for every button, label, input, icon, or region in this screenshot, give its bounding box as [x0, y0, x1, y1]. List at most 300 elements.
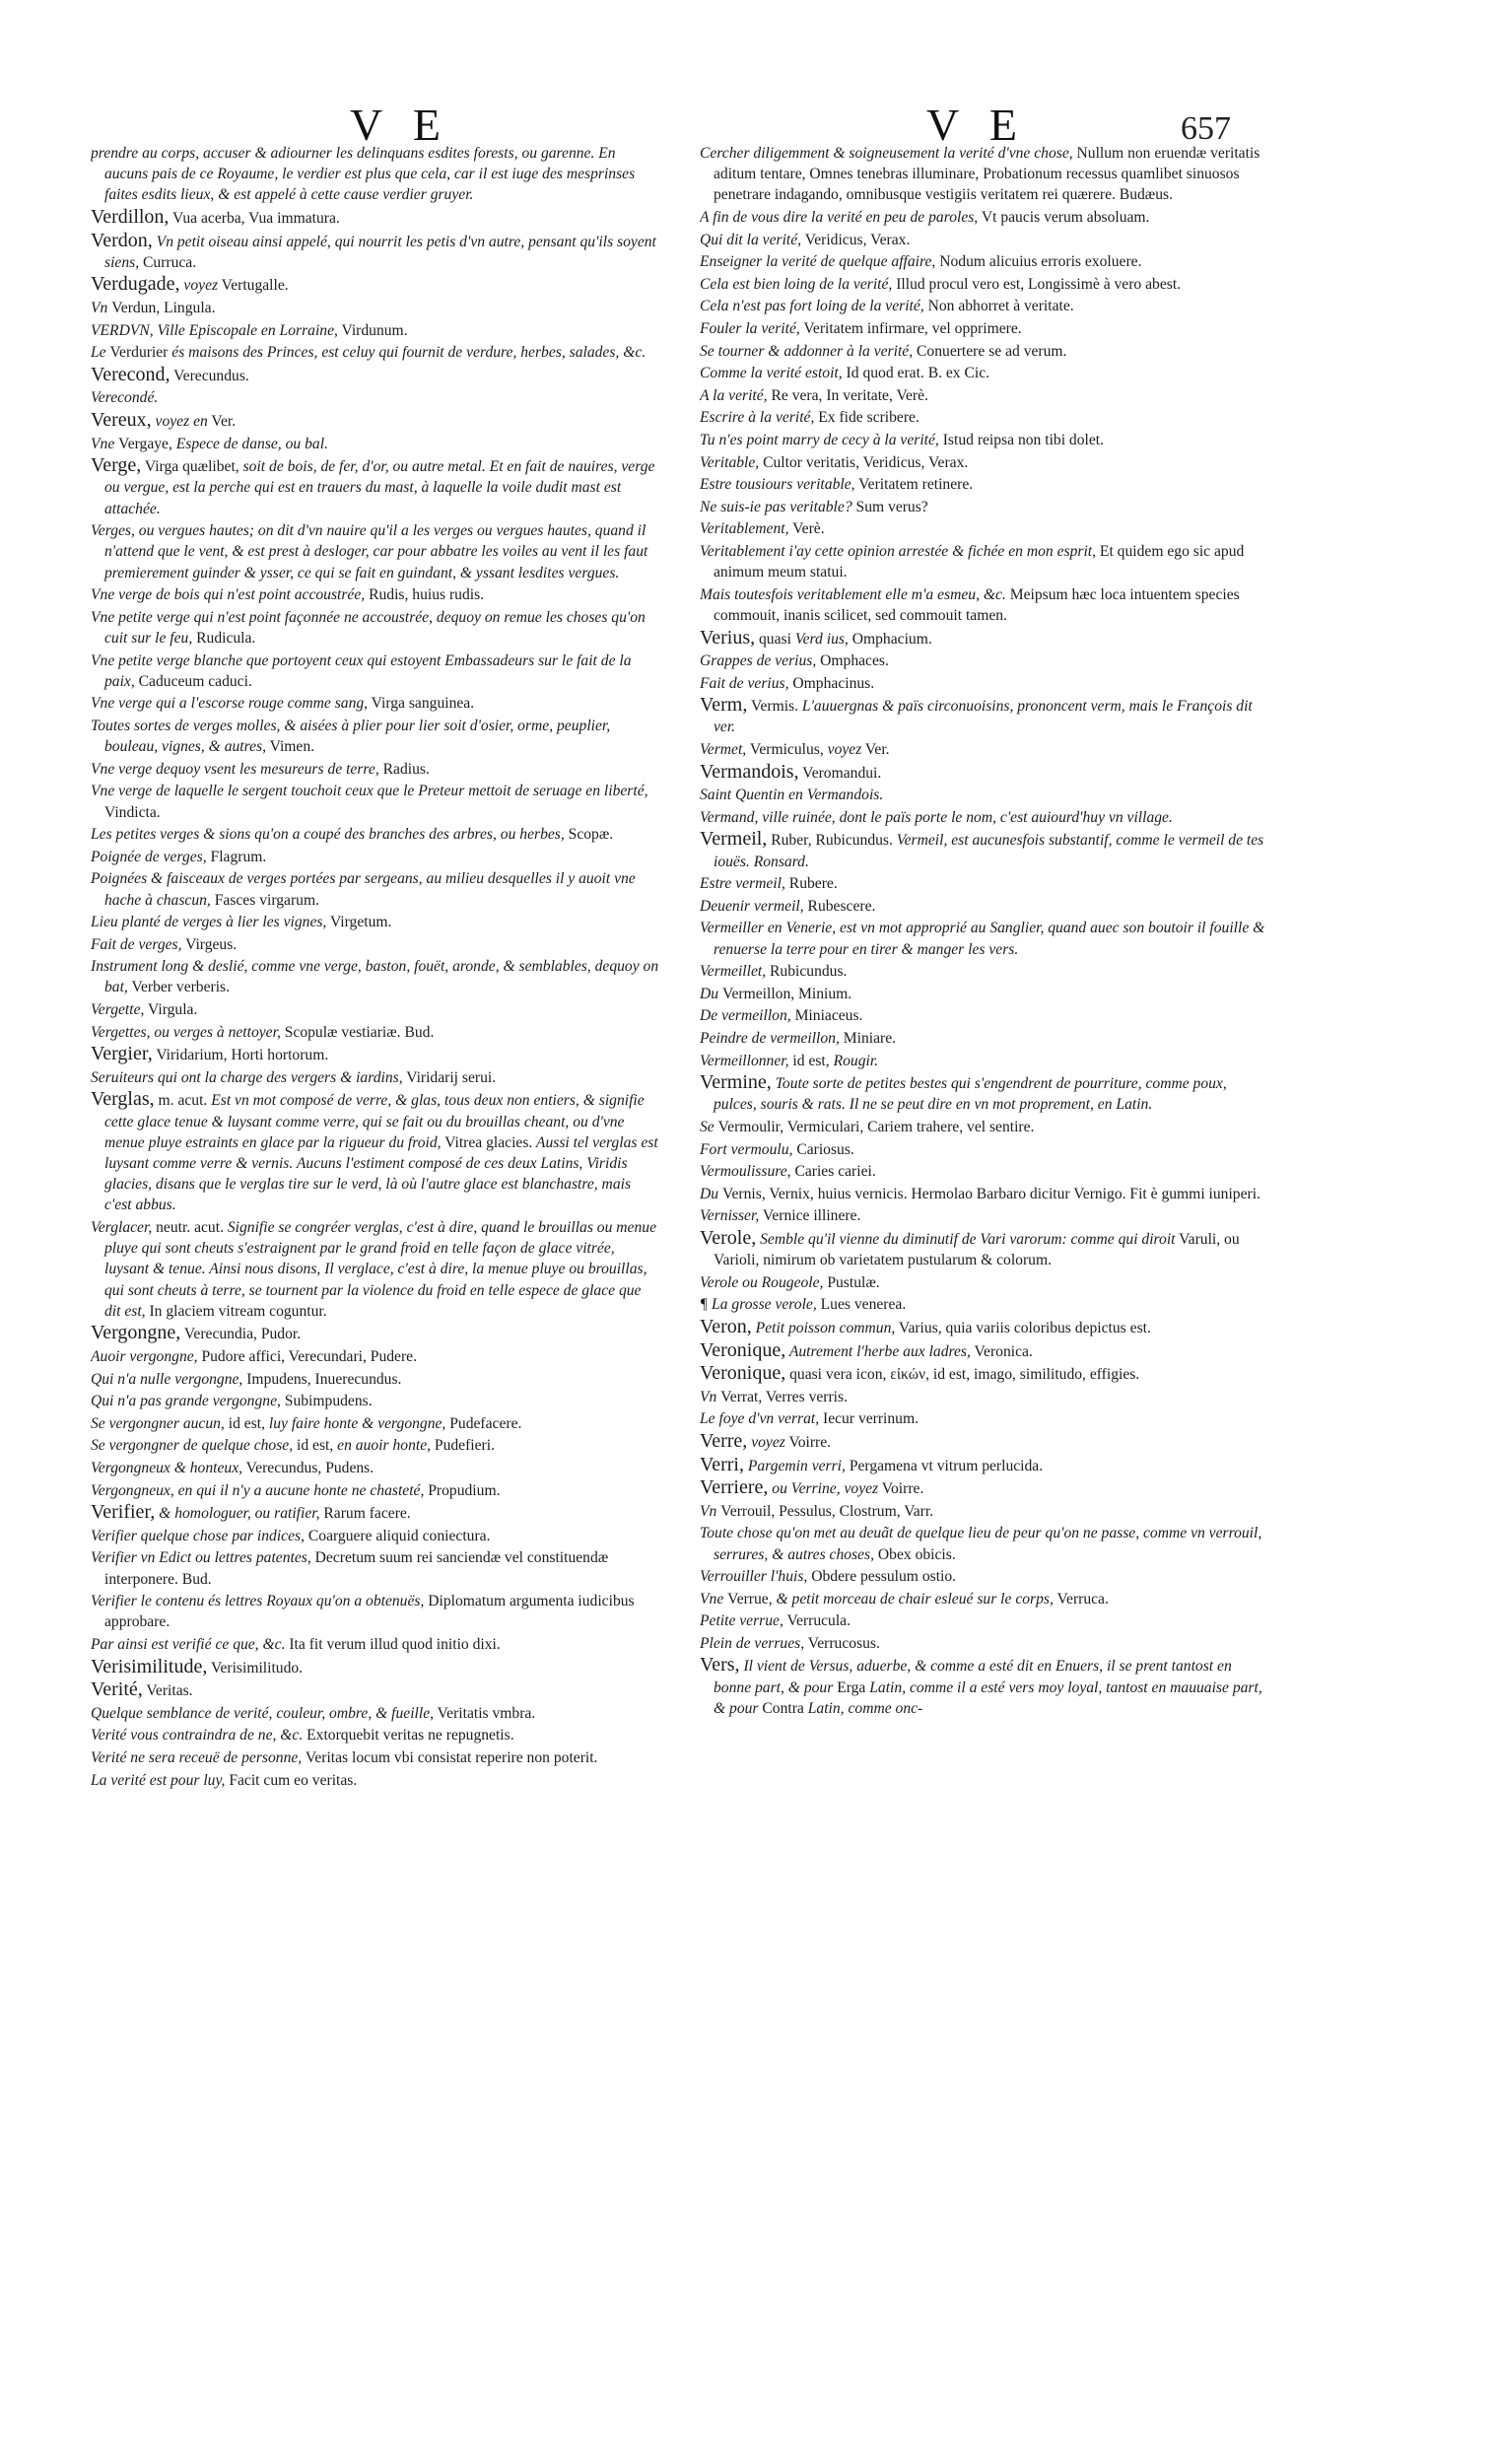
entry-french-text: Petit poisson commun, — [751, 1319, 896, 1336]
entry-french-text: Veritablement, — [700, 520, 789, 538]
entry-latin-text: Rubescere. — [803, 897, 876, 915]
entry-latin-text: Scopæ. — [564, 826, 614, 844]
entry-french-text: és maisons des Princes, est celuy qui fournit de verdure, herbes, salades, &c. — [168, 344, 647, 362]
dictionary-entry — [700, 341, 1269, 362]
dictionary-entry — [700, 984, 1269, 1004]
entry-french-text: Du — [700, 1185, 722, 1202]
entry-french-text: Vermet, — [700, 741, 747, 759]
entry-latin-text: Veritatis vmbra. — [434, 1704, 536, 1722]
entry-headword: Verifier, — [91, 1501, 156, 1524]
entry-french-text: Vermeillonner, — [700, 1052, 789, 1069]
entry-french-text: Aussi tel verglas est luysant comme verre & vernis. Aucuns l'estiment composé de ces deux Latins, Viridis glacies, disans que le verglas tire sur le verd, là où l'autre glace est blanchastre, mais c'est abbus. — [104, 1133, 658, 1214]
entry-french-text: Ne suis-ie pas veritable? — [700, 498, 852, 515]
entry-french-text: Verifier vn Edict ou lettres patentes, — [91, 1549, 311, 1567]
dictionary-entry — [700, 1228, 1269, 1270]
entry-french-text: Latin, comme il a esté vers moy loyal, tantost en mauuaise part, & pour — [714, 1678, 1262, 1717]
dictionary-entry — [91, 650, 660, 692]
entry-french-text: Se vergongner de quelque chose, — [91, 1437, 294, 1455]
entry-latin-text: Rarum facere. — [319, 1505, 411, 1523]
entry-french-text: Vne verge de laquelle le sergent touchoit ceux que le Preteur mettoit de seruage en liberté, — [91, 783, 648, 800]
dictionary-entry — [700, 785, 1269, 805]
entry-latin-text: Obex obicis. — [874, 1545, 956, 1563]
left-column — [91, 143, 660, 2439]
entry-headword: Verius, — [700, 626, 756, 649]
dictionary-entry — [700, 584, 1269, 626]
entry-french-text: voyez — [179, 277, 219, 295]
entry-french-text: Pargemin verri, — [743, 1457, 846, 1474]
entry-french-text: Vermeil, est aucunesfois substantif, comme le vermeil de tes iouës. Ronsard. — [714, 832, 1264, 870]
entry-french-text: Vermeiller en Venerie, est vn mot approprié au Sanglier, quand auec son boutoir il fouille & renuerse la terre pour en tirer & manger les vers. — [700, 920, 1265, 958]
entry-latin-text: Subimpudens. — [280, 1393, 373, 1410]
entry-french-text: Estre vermeil, — [700, 875, 785, 893]
entry-latin-text: Vimen. — [266, 738, 315, 756]
entry-french-text: Petite verrue, — [700, 1612, 783, 1630]
entry-latin-text: Varius, quia variis coloribus depictus est. — [895, 1319, 1151, 1336]
entry-french-text: Le — [91, 344, 110, 362]
dictionary-entry — [91, 1747, 660, 1768]
dictionary-entry — [91, 824, 660, 845]
entry-french-text: La verité est pour luy, — [91, 1771, 226, 1789]
dictionary-entry — [700, 1501, 1269, 1522]
dictionary-entry — [700, 1005, 1269, 1026]
dictionary-entry — [700, 1161, 1269, 1182]
entry-french-text: Vermand, ville ruinée, dont le païs porte le nom, c'est auiourd'huy vn village. — [700, 808, 1173, 826]
dictionary-entry — [700, 1072, 1269, 1115]
entry-french-text: Se — [700, 1119, 718, 1135]
entry-french-text: Les petites verges & sions qu'on a coupé des branches des arbres, ou herbes, — [91, 826, 565, 844]
entry-french-text: Rougir. — [829, 1052, 879, 1069]
dictionary-entry — [91, 342, 660, 363]
dictionary-entry — [700, 497, 1269, 517]
entry-latin-text: Contra — [758, 1699, 804, 1717]
dictionary-entry — [91, 1458, 660, 1478]
dictionary-entry — [91, 520, 660, 583]
dictionary-entry — [91, 1044, 660, 1065]
entry-latin-text: Cultor veritatis, Veridicus, Verax. — [759, 453, 969, 471]
dictionary-entry — [700, 407, 1269, 428]
entry-french-text: Saint Quentin en Vermandois. — [700, 787, 884, 804]
dictionary-entry — [91, 1435, 660, 1456]
entry-french-text: Se tourner & addonner à la verité, — [700, 342, 914, 360]
entry-french-text: Vne verge dequoy vsent les mesureurs de terre, — [91, 760, 379, 778]
entry-french-text: Vn petit oiseau ainsi appelé, qui nourrit les petis d'vn autre, pensant qu'ils soyent siens, — [104, 233, 656, 271]
dictionary-entry — [91, 1413, 660, 1434]
entry-french-text: Quelque semblance de verité, couleur, ombre, & fueille, — [91, 1704, 435, 1722]
entry-french-text: & homologuer, ou ratifier, — [155, 1505, 320, 1523]
entry-latin-text: Viridarium, Horti hortorum. — [152, 1047, 329, 1064]
entry-headword: Verité, — [91, 1678, 143, 1701]
entry-french-text: voyez — [823, 741, 862, 759]
entry-headword: Vermine, — [700, 1071, 772, 1094]
entry-french-text: Vne verge qui a l'escorse rouge comme sang, — [91, 695, 369, 713]
entry-latin-text: quasi — [755, 630, 791, 648]
dictionary-entry — [700, 1610, 1269, 1631]
entry-latin-text: Verecundus, Pudens. — [242, 1460, 374, 1477]
entry-latin-text: Virga sanguinea. — [368, 695, 475, 713]
dictionary-entry — [700, 1408, 1269, 1429]
dictionary-entry — [91, 1657, 660, 1678]
entry-latin-text: Vitrea glacies. — [441, 1133, 533, 1151]
entry-latin-text: Scopulæ vestiariæ. Bud. — [280, 1023, 435, 1041]
entry-headword: Vers, — [700, 1654, 740, 1677]
entry-french-text: Verd ius, — [790, 630, 849, 648]
entry-french-text: Seruiteurs qui ont la charge des vergers & iardins, — [91, 1068, 403, 1086]
entry-latin-text: Vermoulir, Vermiculari, Cariem trahere, vel sentire. — [717, 1119, 1035, 1135]
dictionary-entry — [700, 1294, 1269, 1315]
entry-latin-text: Re vera, In veritate, Verè. — [767, 386, 928, 404]
entry-headword: Veronique, — [700, 1362, 786, 1385]
entry-latin-text: m. acut. — [154, 1092, 208, 1110]
dictionary-entry — [700, 1117, 1269, 1137]
entry-french-text: Poignées & faisceaux de verges portées par sergeans, au milieu desquelles il y auoit vne hache à chascun, — [91, 870, 636, 909]
entry-latin-text: Caduceum caduci. — [134, 672, 252, 690]
entry-latin-text: Pustulæ. — [823, 1273, 880, 1291]
dictionary-entry — [91, 1022, 660, 1043]
entry-french-text: Lieu planté de verges à lier les vignes, — [91, 914, 327, 931]
entry-french-text: Peindre de vermeillon, — [700, 1030, 840, 1048]
entry-latin-text: Conuertere se ad verum. — [913, 342, 1067, 360]
dictionary-entry — [91, 387, 660, 408]
entry-latin-text: Veromandui. — [798, 764, 882, 782]
entry-headword: Vermandois, — [700, 760, 799, 783]
entry-headword: Verm, — [700, 694, 748, 717]
entry-french-text: luy faire honte & vergongne, — [265, 1414, 446, 1432]
entry-latin-text: Verisimilitudo. — [207, 1659, 304, 1677]
entry-latin-text: id est, — [293, 1437, 334, 1455]
entry-latin-text: Lues venerea. — [816, 1296, 907, 1314]
entry-french-text: Cela est bien loing de la verité, — [700, 275, 893, 293]
entry-latin-text: Id quod erat. B. ex Cic. — [842, 365, 990, 382]
entry-french-text: Verité vous contraindra de ne, &c. — [91, 1727, 304, 1745]
dictionary-entry — [700, 1317, 1269, 1338]
entry-french-text: Toute chose qu'on met au deuãt de quelque lieu de peur qu'on ne passe, comme vn verrouil, serrures, & autres choses, — [700, 1525, 1262, 1563]
entry-french-text: Toute sorte de petites bestes qui s'engendrent de pourriture, comme poux, pulces, souris & rats. Il ne se peut dire en vn mot proprement, en Latin. — [714, 1075, 1227, 1114]
entry-latin-text: Rudis, huius rudis. — [365, 586, 485, 604]
dictionary-entry — [700, 1139, 1269, 1160]
dictionary-entry — [91, 759, 660, 780]
dictionary-entry — [91, 781, 660, 822]
dictionary-entry — [91, 1526, 660, 1546]
entry-french-text: prendre au corps, accuser & adiourner les delinquans esdites forests, ou garenne. En aucuns pais de ce Royaume, le verdier est plus que cela, car il est iuge des mesprinses faites esdits lieux, & est appelé à cette cause verdier gruyer. — [91, 145, 636, 204]
entry-latin-text: Virgeus. — [181, 935, 238, 953]
entry-latin-text: Curruca. — [139, 253, 197, 271]
entry-latin-text: Veritatem retinere. — [854, 476, 974, 494]
entry-french-text: De vermeillon, — [700, 1007, 791, 1025]
dictionary-entry — [91, 868, 660, 910]
dictionary-entry — [91, 143, 660, 206]
entry-latin-text: quasi vera icon, εἰκών, id est, imago, similitudo, effigies. — [785, 1366, 1140, 1384]
entry-french-text: Fort vermoulu, — [700, 1140, 793, 1158]
dictionary-entry — [700, 1051, 1269, 1071]
entry-latin-text: Pudefieri. — [431, 1437, 495, 1455]
entry-french-text: Vne — [700, 1590, 728, 1608]
dictionary-entry — [700, 430, 1269, 450]
entry-latin-text: Vermeillon, Minium. — [721, 985, 852, 1002]
entry-headword: Verdillon, — [91, 206, 170, 228]
dictionary-entry — [91, 298, 660, 318]
dictionary-entry — [91, 1067, 660, 1088]
entry-french-text: Vn — [91, 299, 112, 316]
dictionary-entry — [700, 1184, 1269, 1204]
entry-headword: Vergongne, — [91, 1322, 181, 1344]
dictionary-entry — [700, 873, 1269, 894]
dictionary-entry — [700, 1387, 1269, 1407]
right-running-head: V E — [926, 100, 1027, 150]
dictionary-entry — [700, 274, 1269, 295]
entry-french-text: Le foye d'vn verrat, — [700, 1410, 820, 1428]
dictionary-entry — [700, 1589, 1269, 1609]
entry-latin-text: Nodum alicuius erroris exoluere. — [935, 253, 1142, 271]
dictionary-entry — [91, 1089, 660, 1215]
entry-french-text: L'auuergnas & païs circonuoisins, prononcent verm, mais le François dit ver. — [714, 698, 1253, 736]
dictionary-entry — [700, 918, 1269, 959]
entry-latin-text: Vermis. — [747, 698, 799, 716]
entry-french-text: soit de bois, de fer, d'or, ou autre metal. Et en fait de nauires, verge ou vergue, est la perche qui est en trauers du mast, à laquelle la voile dudit mast est attachée. — [104, 458, 655, 517]
entry-latin-text: Verrucula. — [783, 1612, 851, 1630]
entry-latin-text: Ver. — [207, 412, 237, 430]
entry-french-text: Qui n'a nulle vergongne, — [91, 1370, 243, 1388]
dictionary-entry — [700, 1340, 1269, 1362]
entry-latin-text: Iecur verrinum. — [819, 1410, 919, 1428]
dictionary-entry — [700, 1655, 1269, 1719]
dictionary-entry — [700, 452, 1269, 473]
entry-latin-text: Omphacium. — [848, 630, 932, 648]
entry-headword: Verdugade, — [91, 273, 180, 296]
entry-french-text: Vernisser, — [700, 1207, 760, 1225]
entry-latin-text: Verè. — [788, 520, 825, 538]
entry-latin-text: Miniare. — [839, 1030, 897, 1048]
dictionary-entry — [700, 251, 1269, 272]
entry-latin-text: Obdere pessulum ostio. — [807, 1568, 957, 1586]
entry-latin-text: Virga quælibet, — [141, 458, 239, 476]
entry-latin-text: In glaciem vitream coguntur. — [145, 1302, 327, 1320]
dictionary-entry — [91, 584, 660, 605]
dictionary-entry — [700, 695, 1269, 737]
dictionary-entry — [91, 607, 660, 649]
entry-latin-text: neutr. acut. — [152, 1219, 224, 1237]
entry-french-text: Verecondé. — [91, 389, 159, 407]
entry-latin-text: Veritas. — [142, 1682, 193, 1700]
dictionary-entry — [91, 1703, 660, 1724]
entry-latin-text: Propudium. — [424, 1481, 501, 1499]
dictionary-entry — [91, 1217, 660, 1322]
entry-french-text: Par ainsi est verifié ce que, &c. — [91, 1636, 286, 1653]
entry-french-text: A fin de vous dire la verité en peu de paroles, — [700, 209, 979, 226]
entry-latin-text: Omphacinus. — [788, 674, 875, 692]
entry-latin-text: Rudicula. — [192, 629, 256, 647]
dictionary-entry — [91, 1369, 660, 1390]
dictionary-entry — [700, 363, 1269, 383]
entry-latin-text: Miniaceus. — [790, 1007, 863, 1025]
dictionary-entry — [700, 807, 1269, 828]
entry-latin-text: Vua acerba, Vua immatura. — [169, 210, 340, 227]
entry-latin-text: Cariosus. — [792, 1140, 854, 1158]
entry-french-text: Vergongneux & honteux, — [91, 1460, 243, 1477]
entry-headword: Verglas, — [91, 1088, 155, 1111]
dictionary-entry — [700, 829, 1269, 871]
entry-french-text: Se vergongner aucun, — [91, 1414, 225, 1432]
dictionary-entry — [91, 455, 660, 519]
entry-latin-text: Viridarij serui. — [402, 1068, 497, 1086]
entry-latin-text: Veritatem infirmare, vel opprimere. — [799, 319, 1022, 337]
dictionary-entry — [700, 296, 1269, 316]
dictionary-entry — [700, 474, 1269, 495]
entry-french-text: Cela n'est pas fort loing de la verité, — [700, 298, 924, 315]
dictionary-entry — [91, 716, 660, 757]
dictionary-entry — [91, 693, 660, 714]
dictionary-entry — [91, 207, 660, 229]
dictionary-entry — [91, 410, 660, 432]
entry-french-text: voyez en — [151, 412, 208, 430]
entry-latin-text: Verdurier — [109, 344, 169, 362]
entry-latin-text: Varuli, ou Varioli, nimirum ob varietatem pustularum & colorum. — [714, 1230, 1240, 1269]
dictionary-entry — [91, 1770, 660, 1791]
entry-latin-text: Rubicundus. — [766, 963, 848, 981]
entry-french-text: A la verité, — [700, 386, 768, 404]
entry-latin-text: Vernis, Vernix, huius vernicis. Hermolao Barbaro dicitur Vernigo. Fit è gummi iuniperi. — [721, 1185, 1260, 1202]
entry-french-text: Fait de verius, — [700, 674, 789, 692]
entry-latin-text: Facit cum eo veritas. — [225, 1771, 358, 1789]
entry-french-text: Espece de danse, ou bal. — [171, 435, 328, 452]
dictionary-entry — [91, 847, 660, 867]
dictionary-entry — [700, 762, 1269, 784]
entry-french-text: Mais toutesfois veritablement elle m'a esmeu, &c. — [700, 585, 1006, 603]
entry-french-text: Vne petite verge qui n'est point façonnée ne accoustrée, dequoy on remue les choses qu'on cuit sur le feu, — [91, 608, 646, 647]
entry-french-text: Vn — [700, 1388, 721, 1405]
entry-latin-text: Rubere. — [784, 875, 838, 893]
entry-headword: Veron, — [700, 1315, 752, 1337]
right-column — [700, 143, 1269, 2439]
entry-latin-text: Nullum non eruendæ veritatis aditum tentare, Omnes tenebras illuminare, Probationum recessus quamlibet sinuosos penetrare indagando, omnibusque vestigiis veritatem rei quærere. Budæus. — [714, 145, 1260, 204]
entry-french-text: Enseigner la verité de quelque affaire, — [700, 253, 936, 271]
dictionary-entry — [700, 318, 1269, 339]
entry-french-text: Poignée de verges, — [91, 848, 207, 865]
page-number: 657 — [1181, 110, 1231, 147]
dictionary-entry — [91, 1480, 660, 1501]
entry-latin-text: Veronica. — [970, 1342, 1033, 1360]
entry-latin-text: Fasces virgarum. — [210, 891, 319, 909]
dictionary-entry — [91, 1391, 660, 1411]
entry-headword: Verre, — [700, 1429, 748, 1452]
entry-latin-text: Vermiculus, — [746, 741, 824, 759]
entry-latin-text: Voirre. — [784, 1433, 832, 1451]
entry-french-text: Vne verge de bois qui n'est point accoustrée, — [91, 586, 366, 604]
dictionary-entry — [91, 1591, 660, 1632]
entry-french-text: Veritable, — [700, 453, 760, 471]
dictionary-entry — [91, 1346, 660, 1367]
entry-latin-text: Veridicus, Verax. — [801, 231, 911, 248]
dictionary-entry — [700, 739, 1269, 760]
entry-latin-text: Voirre. — [878, 1480, 924, 1498]
entry-latin-text: Vertugalle. — [218, 277, 289, 295]
entry-latin-text: Et quidem ego sic apud animum meum statui. — [714, 542, 1245, 582]
entry-french-text: Cercher diligemment & soigneusement la verité d'vne chose, — [700, 145, 1073, 162]
dictionary-entry — [700, 896, 1269, 917]
entry-latin-text: Vernice illinere. — [759, 1207, 861, 1225]
dictionary-entry — [91, 1725, 660, 1745]
entry-french-text: Auoir vergongne, — [91, 1348, 198, 1366]
entry-french-text: Verifier quelque chose par indices, — [91, 1527, 305, 1544]
entry-french-text: Vermoulissure, — [700, 1163, 791, 1181]
entry-headword: Veronique, — [700, 1338, 786, 1361]
entry-latin-text: Ruber, Rubicundus. — [767, 832, 893, 850]
entry-french-text: Il vient de Versus, aduerbe, & comme a esté dit en Enuers, il se prent tantost en bonne part, & pour — [714, 1658, 1232, 1696]
entry-headword: Vermeil, — [700, 828, 768, 851]
entry-latin-text: Omphaces. — [816, 652, 889, 670]
entry-french-text: Est vn mot composé de verre, & glas, tous deux non entiers, & signifie cette glace tenue & luysant comme verre, qui se fait ou du brouillas cheant, ou d'vne menue pluye estraints en glace par la rigueur du froid, — [104, 1092, 645, 1151]
entry-french-text: Estre tousiours veritable, — [700, 476, 855, 494]
entry-french-text: Vne — [91, 435, 119, 452]
entry-headword: Verisimilitude, — [91, 1655, 208, 1677]
entry-headword: Verri, — [700, 1453, 744, 1475]
entry-french-text: Vermeillet, — [700, 963, 767, 981]
left-running-head: V E — [350, 100, 450, 150]
entry-latin-text: Verrue, — [727, 1590, 773, 1608]
entry-french-text: Plein de verrues, — [700, 1634, 805, 1652]
dictionary-entry — [700, 673, 1269, 694]
entry-latin-text: Verdun, Lingula. — [111, 299, 216, 316]
entry-latin-text: Radius. — [378, 760, 430, 778]
entry-french-text: voyez — [747, 1433, 785, 1451]
dictionary-entry — [700, 628, 1269, 650]
entry-french-text: Verité ne sera receuë de personne, — [91, 1748, 303, 1766]
entry-latin-text: Vergaye, — [118, 435, 172, 452]
entry-french-text: Verifier le contenu és lettres Royaux qu'on a obtenuës, — [91, 1593, 425, 1610]
entry-french-text: Latin, comme onc- — [803, 1699, 923, 1717]
entry-french-text: VERDVN, Ville Episcopale en Lorraine, — [91, 321, 338, 339]
entry-french-text: Vn — [700, 1502, 721, 1520]
entry-french-text: Verrouiller l'huis, — [700, 1568, 808, 1586]
entry-latin-text: Flagrum. — [206, 848, 267, 865]
entry-latin-text: Caries cariei. — [790, 1163, 876, 1181]
entry-french-text: Semble qu'il vienne du diminutif de Vari varorum: comme qui diroit — [756, 1230, 1176, 1248]
entry-latin-text: Erga — [833, 1678, 866, 1696]
dictionary-entry — [700, 961, 1269, 982]
entry-latin-text: id est, — [788, 1052, 830, 1069]
entry-latin-text: Diplomatum argumenta iudicibus approbare. — [104, 1593, 635, 1631]
entry-headword: Verge, — [91, 454, 142, 477]
entry-french-text: Deuenir vermeil, — [700, 897, 804, 915]
dictionary-entry — [700, 207, 1269, 228]
entry-latin-text: Verruca. — [1053, 1590, 1109, 1608]
entry-latin-text: Verecundia, Pudor. — [180, 1326, 302, 1343]
dictionary-entry — [700, 1633, 1269, 1654]
dictionary-entry — [700, 1455, 1269, 1476]
dictionary-entry — [700, 230, 1269, 250]
dictionary-entry — [700, 1431, 1269, 1453]
entry-french-text: Fouler la verité, — [700, 319, 800, 337]
entry-latin-text: Coarguere aliquid coniectura. — [304, 1527, 491, 1544]
entry-latin-text: Virgula. — [144, 1001, 198, 1019]
dictionary-entry — [91, 1547, 660, 1589]
entry-latin-text: Virdunum. — [337, 321, 408, 339]
dictionary-entry — [91, 956, 660, 997]
entry-french-text: Verole ou Rougeole, — [700, 1273, 824, 1291]
entry-french-text: Comme la verité estoit, — [700, 365, 843, 382]
entry-latin-text: Ver. — [861, 741, 890, 759]
entry-french-text: en auoir honte, — [333, 1437, 432, 1455]
dictionary-entry — [700, 1272, 1269, 1293]
dictionary-entry — [700, 1028, 1269, 1049]
entry-latin-text: Meipsum hæc loca intuentem species commouit, inanis scilicet, sed commouit tamen. — [714, 585, 1240, 624]
entry-headword: Vereux, — [91, 408, 152, 431]
entry-latin-text: Verrucosus. — [804, 1634, 880, 1652]
entry-latin-text: id est, — [224, 1414, 265, 1432]
entry-latin-text: Non abhorret à veritate. — [923, 298, 1074, 315]
entry-latin-text: Verrouil, Pessulus, Clostrum, Varr. — [720, 1502, 934, 1520]
dictionary-entry — [700, 385, 1269, 406]
entry-headword: Verdon, — [91, 229, 153, 251]
